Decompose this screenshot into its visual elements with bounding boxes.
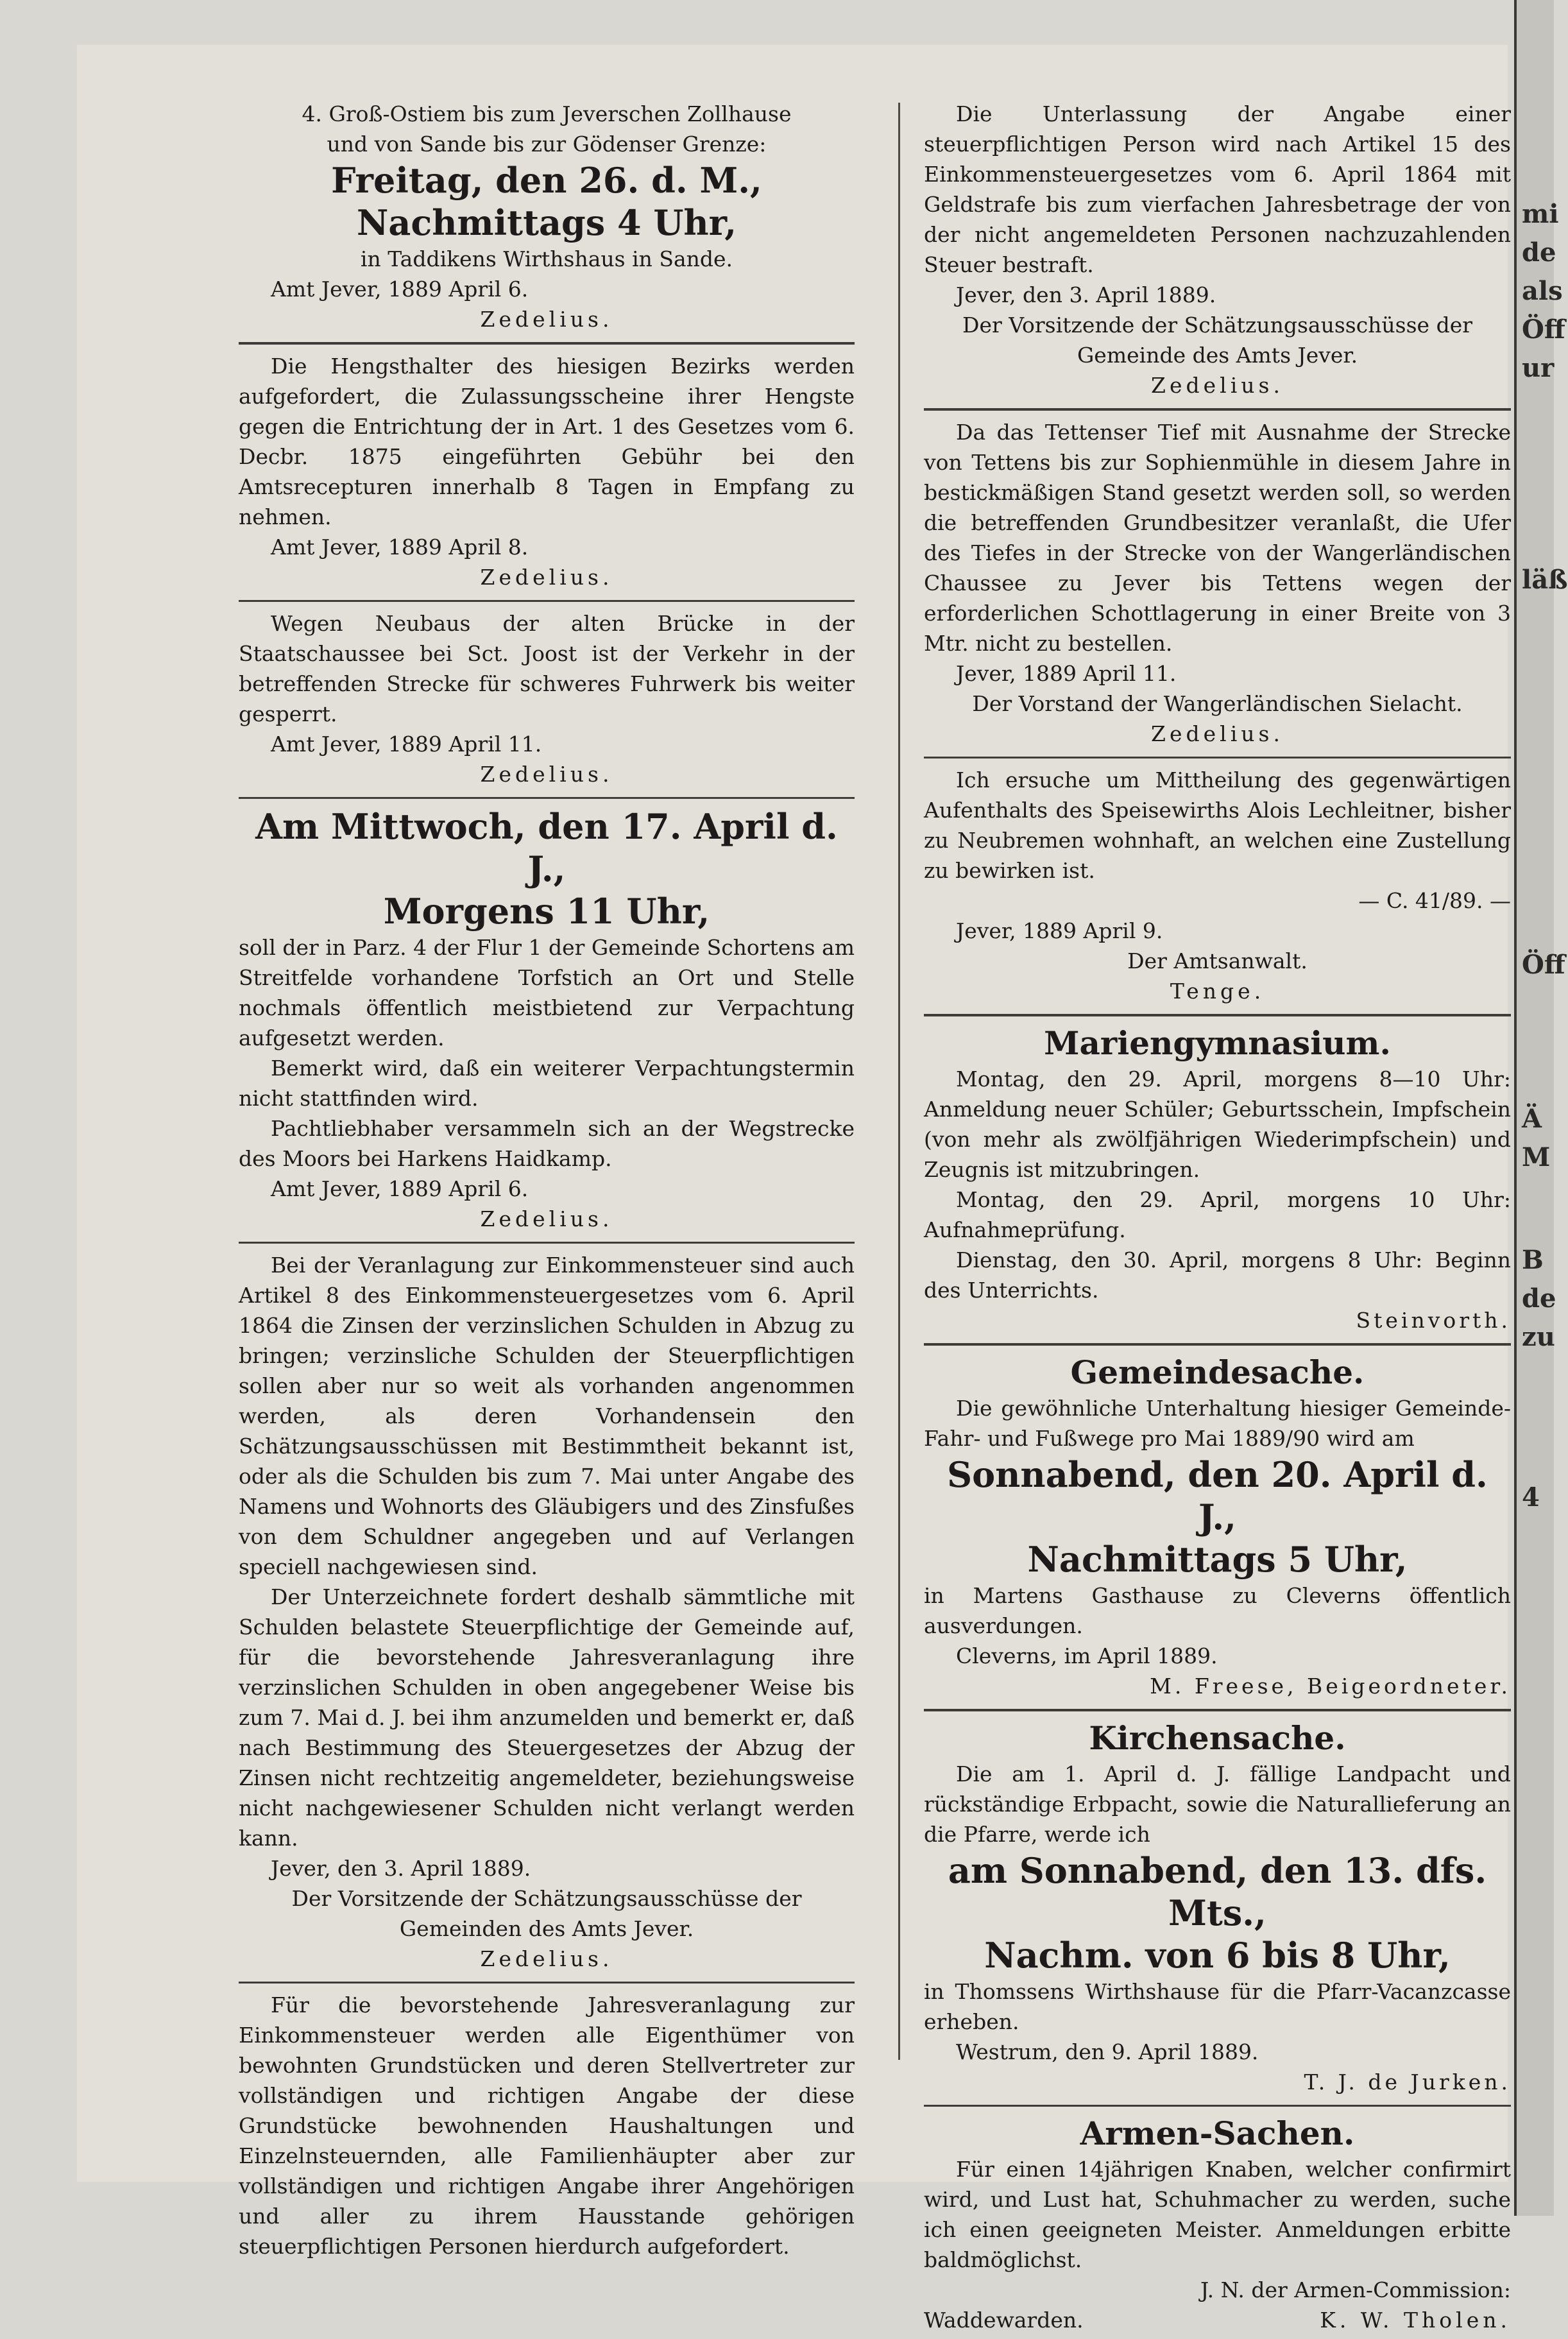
- notice-body: Die am 1. April d. J. fällige Landpacht und rückständige Erbpacht, sowie die Naturallieferung an die Pfarre, werde ich: [924, 1761, 1511, 1847]
- edge-fragment: ur: [1522, 353, 1555, 383]
- signature-row: [924, 2305, 1511, 2335]
- notice-signature: M. Freese, Beigeordneter.: [1150, 1674, 1511, 1699]
- notice-income-tax-debts: [239, 1247, 855, 1978]
- notice-headline: Nachmittags 4 Uhr,: [356, 202, 737, 243]
- edge-fragment: läß: [1522, 565, 1568, 595]
- notice-body: Montag, den 29. April, morgens 10 Uhr: Aufnahmeprüfung.: [924, 1187, 1511, 1242]
- notice-signature: Steinvorth.: [1356, 1308, 1511, 1333]
- notice-role: Der Vorstand der Wangerländischen Sielacht.: [972, 691, 1463, 716]
- section-heading: Mariengymnasium.: [1044, 1024, 1391, 1062]
- notice-body: Da das Tettenser Tief mit Ausnahme der Strecke von Tettens bis zur Sophienmühle in diesem Jahre in bestickmäßigen Stand gesetzt werden soll, so werden die betreffenden Grundbesitzer veranlaßt, die Ufer des Tiefes in der Strecke von der Wangerländischen Chaussee zu Jever bis Tettens wegen der erforderlichen Schottlagerung in einer Breite von 3 Mtr. nicht zu bestellen.: [924, 420, 1511, 656]
- notice-headline: Morgens 11 Uhr,: [383, 891, 710, 932]
- notice-body: soll der in Parz. 4 der Flur 1 der Gemeinde Schortens am Streitfelde vorhandene Torfstich an Ort und Stelle nochmals öffentlich meistbietend zur Verpachtung aufgesetzt werden.: [239, 935, 855, 1050]
- separator-rule: [924, 1709, 1511, 1711]
- notice-body: Der Unterzeichnete fordert deshalb sämmtliche mit Schulden belastete Steuerpflichtige der Gemeinde auf, für die bevorstehende Jahresveranlagung ihre verzinslichen Schulden in oben angegebener Weise bis zum 7. Mai d. J. bei ihm anzumelden und bemerkt er, daß nach Bestimmung des Steuergesetzes der Abzug der Zinsen nicht rechtzeitig angemeldeter, beziehungsweise nicht nachgewiesener Schulden nicht verlangt werden kann.: [239, 1584, 855, 1851]
- edge-fragment: 4: [1522, 1482, 1540, 1512]
- edge-fragment: de: [1522, 237, 1556, 268]
- notice-body: Bei der Veranlagung zur Einkommensteuer sind auch Artikel 8 des Einkommensteuergesetzes vom 6. April 1864 die Zinsen der verzinslichen Schulden in Abzug zu bringen; verzinsliche Schulden der Steuerpflichtigen sollen aber nur so weit als vorhanden angenommen werden, als deren Vorhandensein den Schätzungsausschüssen mit Bestimmtheit bekannt ist, oder als die Schulden bis zum 7. Mai unter Angabe des Namens und Wohnorts des Gläubigers und des Zinsfußes von dem Schuldner angegeben und auf Verlangen speciell nachgewiesen sind.: [239, 1253, 855, 1579]
- separator-rule: [924, 757, 1511, 758]
- notice-body: in Thomssens Wirthshause für die Pfarr-Vacanzcasse erheben.: [924, 1979, 1511, 2034]
- notice-signature: Zedelius.: [1151, 721, 1284, 746]
- notice-mariengymnasium: [924, 1020, 1511, 1339]
- section-heading: Kirchensache.: [1089, 1719, 1346, 1757]
- notice-tettens-canal: [924, 415, 1511, 753]
- notice-date: Jever, den 3. April 1889.: [956, 282, 1216, 307]
- notice-body: Wegen Neubaus der alten Brücke in der Staatschaussee bei Sct. Joost ist der Verkehr in der betreffenden Strecke für schweres Fuhrwerk bis weiter gesperrt.: [239, 611, 855, 726]
- notice-role: Gemeinde des Amts Jever.: [1077, 343, 1358, 368]
- notice-date: Jever, 1889 April 9.: [956, 918, 1163, 943]
- edge-fragment: de: [1522, 1283, 1556, 1314]
- notice-body: Montag, den 29. April, morgens 8—10 Uhr: Anmeldung neuer Schüler; Geburtsschein, Impfschein (von mehr als zwölfjährigen Wiederimpfschein) und Zeugnis ist mitzubringen.: [924, 1067, 1511, 1182]
- notice-signature: Tenge.: [1170, 979, 1265, 1004]
- notice-place: in Taddikens Wirthshaus in Sande.: [360, 246, 733, 271]
- notice-peat-lease: [239, 803, 855, 1238]
- separator-rule: [239, 342, 855, 345]
- notice-date: Westrum, den 9. April 1889.: [956, 2039, 1259, 2064]
- notice-unreported-persons: [924, 96, 1511, 404]
- notice-headline: Nachmittags 5 Uhr,: [1027, 1539, 1408, 1580]
- notice-line: und von Sande bis zur Gödenser Grenze:: [327, 132, 767, 157]
- separator-rule: [239, 1242, 855, 1244]
- separator-rule: [924, 1343, 1511, 1346]
- notice-place: Waddewarden.: [924, 2308, 1084, 2333]
- separator-rule: [239, 600, 855, 602]
- notice-date: Amt Jever, 1889 April 11.: [271, 732, 542, 757]
- notice-body: Bemerkt wird, daß ein weiterer Verpachtungstermin nicht stattfinden wird.: [239, 1056, 855, 1111]
- notice-role: Der Amtsanwalt.: [1127, 948, 1308, 973]
- separator-rule: [924, 1014, 1511, 1016]
- notice-line: 4. Groß-Ostiem bis zum Jeverschen Zollhause: [302, 101, 792, 126]
- notice-body: Die Unterlassung der Angabe einer steuerpflichtigen Person wird nach Artikel 15 des Einkommensteuergesetzes vom 6. April 1864 mit Geldstrafe bis zum vierfachen Jahresbetrage der von der nicht angemeldeten Personen nachzuzahlenden Steuer bestraft.: [924, 101, 1511, 277]
- edge-fragment: als: [1522, 276, 1563, 306]
- notice-body: Pachtliebhaber versammeln sich an der Wegstrecke des Moors bei Harkens Haidkamp.: [239, 1116, 855, 1171]
- notice-headline: Sonnabend, den 20. April d. J.,: [947, 1454, 1488, 1538]
- notice-whereabouts-request: [924, 762, 1511, 1010]
- notice-body: Dienstag, den 30. April, morgens 8 Uhr: Beginn des Unterrichts.: [924, 1247, 1511, 1303]
- notice-body: Ich ersuche um Mittheilung des gegenwärtigen Aufenthalts des Speisewirths Alois Lechleitner, bisher zu Neubremen wohnhaft, an welchen eine Zustellung zu bewirken ist.: [924, 767, 1511, 883]
- notice-bridge-closure: [239, 606, 855, 793]
- notice-body: Die Hengsthalter des hiesigen Bezirks werden aufgefordert, die Zulassungsscheine ihrer Hengste gegen die Entrichtung der in Art. 1 des Gesetzes vom 6. Decbr. 1875 eingeführten Gebühr bei den Amtsrecepturen innerhalb 8 Tagen in Empfang zu nehmen.: [239, 354, 855, 529]
- notice-role: Der Vorsitzende der Schätzungsausschüsse der: [962, 313, 1472, 338]
- notice-signature: Zedelius.: [480, 762, 613, 787]
- notice-body: Die gewöhnliche Unterhaltung hiesiger Gemeinde-Fahr- und Fußwege pro Mai 1889/90 wird am: [924, 1396, 1511, 1451]
- notice-date: Amt Jever, 1889 April 6.: [271, 277, 529, 302]
- notice-date: Cleverns, im April 1889.: [956, 1643, 1218, 1668]
- notice-toll-house-roads: [239, 96, 855, 338]
- edge-fragment: M: [1522, 1142, 1551, 1172]
- separator-rule: [924, 2105, 1511, 2107]
- section-heading: Gemeindesache.: [1070, 1353, 1365, 1391]
- notice-headline: Nachm. von 6 bis 8 Uhr,: [984, 1935, 1451, 1976]
- column-divider: [898, 103, 900, 2060]
- notice-body: Für einen 14jährigen Knaben, welcher confirmirt wird, und Lust hat, Schuhmacher zu werden, suche ich einen geeigneten Meister. Anmeldungen erbitte baldmöglichst.: [924, 2157, 1511, 2272]
- separator-rule: [239, 1982, 855, 1983]
- notice-headline: am Sonnabend, den 13. dfs. Mts.,: [948, 1850, 1487, 1933]
- right-column: [924, 96, 1511, 2333]
- notice-signature: Zedelius.: [480, 1946, 613, 1971]
- adjacent-page-edge: [1514, 0, 1568, 2216]
- left-column: [239, 96, 855, 2259]
- notice-body: in Martens Gasthause zu Cleverns öffentlich ausverdungen.: [924, 1583, 1511, 1638]
- notice-signature: Zedelius.: [1151, 373, 1284, 398]
- notice-kirchensache: [924, 1715, 1511, 2101]
- edge-fragment: zu: [1522, 1322, 1555, 1352]
- notice-reference: — C. 41/89. —: [1358, 888, 1511, 913]
- notice-date: Jever, den 3. April 1889.: [271, 1856, 531, 1881]
- notice-headline: Freitag, den 26. d. M.,: [331, 160, 762, 201]
- notice-date: Amt Jever, 1889 April 6.: [271, 1176, 529, 1201]
- notice-headline: Am Mittwoch, den 17. April d. J.,: [255, 806, 838, 889]
- notice-body: Für die bevorstehende Jahresveranlagung zur Einkommensteuer werden alle Eigenthümer von bewohnten Grundstücken und deren Stellvertreter zur vollständigen und richtigen Angabe der diese Grundstücke bewohnenden Haushaltungen und Einzelnsteuernden, alle Familienhäupter aber zur vollständigen und richtigen Angabe ihrer Angehörigen und aller zu ihrem Hausstande gehörigen steuerpflichtigen Personen hierdurch aufgefordert.: [239, 1992, 855, 2259]
- edge-fragment: Öff: [1522, 314, 1565, 345]
- notice-gemeindesache: [924, 1349, 1511, 1705]
- edge-fragment: mi: [1522, 199, 1559, 229]
- notice-armen-sachen: [924, 2111, 1511, 2339]
- notice-role: Gemeinden des Amts Jever.: [399, 1916, 694, 1941]
- separator-rule: [239, 797, 855, 799]
- separator-rule: [924, 408, 1511, 411]
- notice-date: Amt Jever, 1889 April 8.: [271, 535, 529, 560]
- edge-fragment: Ä: [1522, 1104, 1542, 1134]
- notice-date: Jever, 1889 April 11.: [956, 661, 1177, 686]
- notice-signature: Zedelius.: [480, 307, 613, 332]
- edge-fragment: B: [1522, 1245, 1544, 1275]
- edge-fragment: Öff: [1522, 950, 1565, 980]
- notice-property-owners: [239, 1987, 855, 2265]
- notice-signature: K. W. Tholen.: [1320, 2308, 1511, 2333]
- notice-signature: T. J. de Jurken.: [1304, 2069, 1511, 2095]
- section-heading: Armen-Sachen.: [1080, 2114, 1355, 2152]
- notice-role: J. N. der Armen-Commission:: [1200, 2277, 1511, 2302]
- notice-stallion-keepers: [239, 348, 855, 596]
- notice-role: Der Vorsitzende der Schätzungsausschüsse der: [291, 1886, 802, 1911]
- notice-signature: Zedelius.: [480, 1206, 613, 1231]
- notice-signature: Zedelius.: [480, 565, 613, 590]
